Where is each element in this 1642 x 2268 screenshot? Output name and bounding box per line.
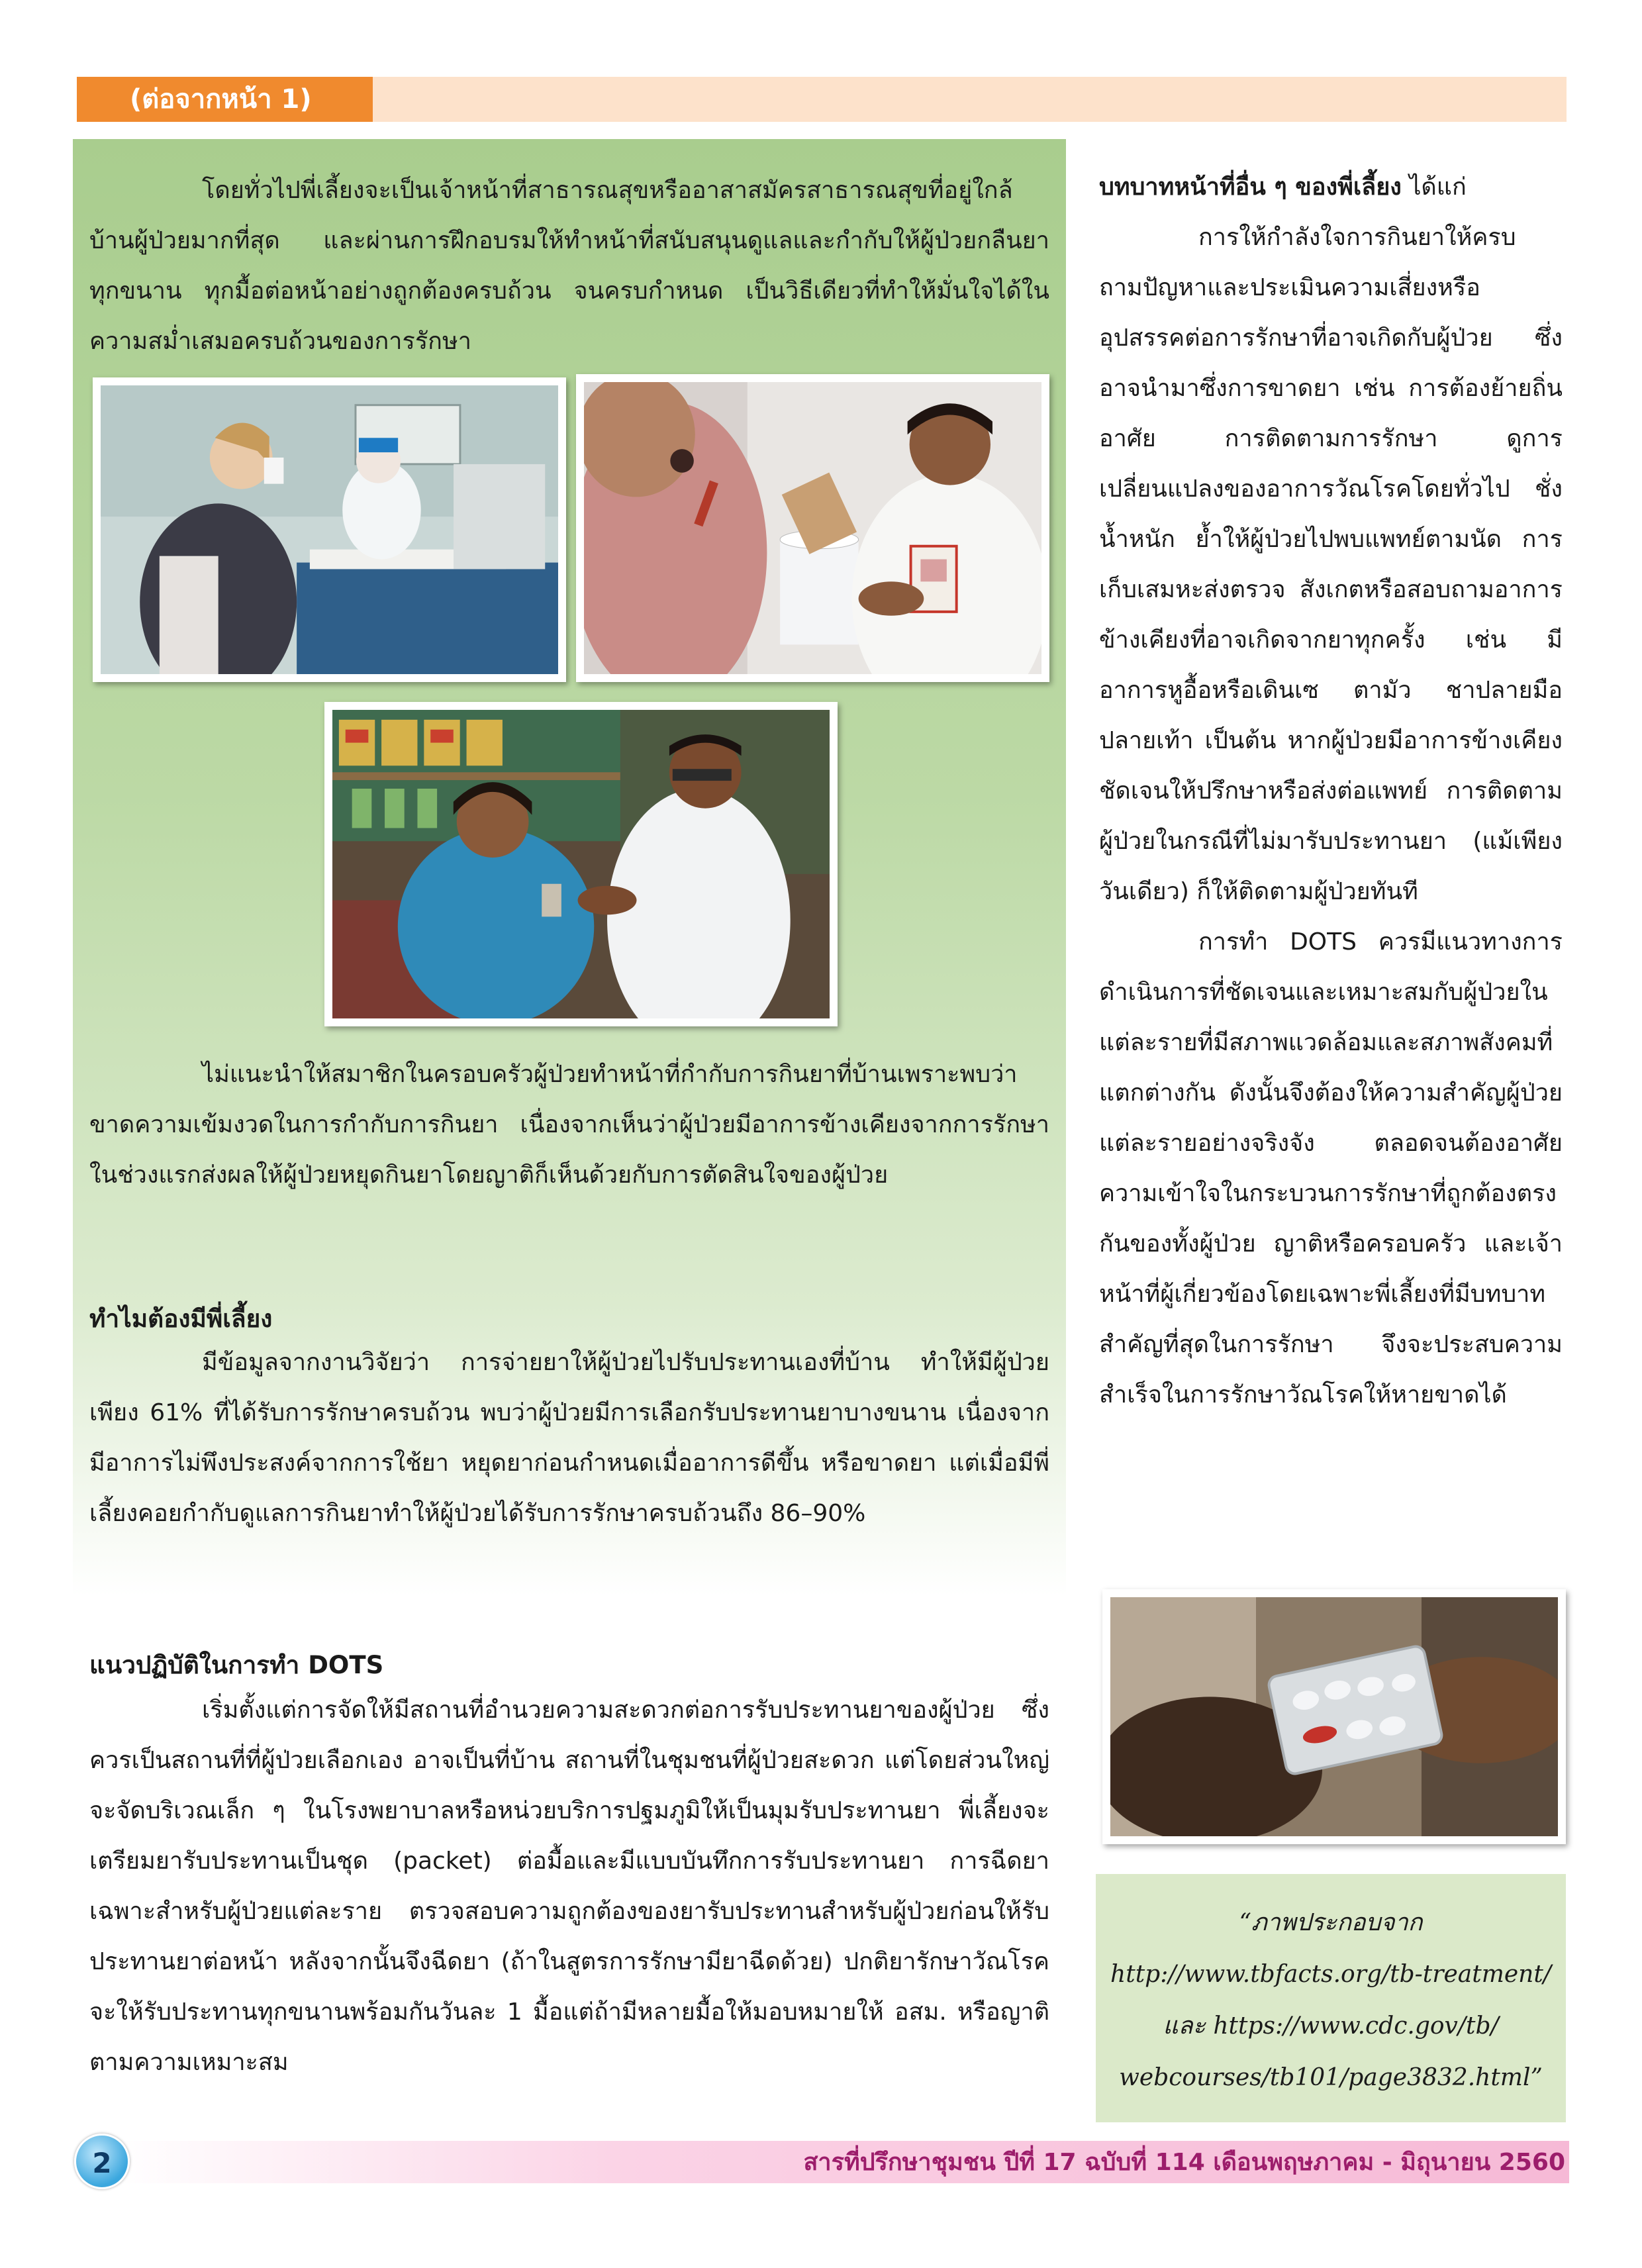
photo-pharmacy (324, 702, 838, 1026)
why-paragraph (89, 1338, 1049, 1539)
dots-paragraph (1099, 917, 1563, 1420)
dots-text: การทำ DOTS ควรมีแนวทางการดำเนินการที่ชัดเจนและเหมาะสมกับผู้ป่วยในแต่ละรายที่มีสภาพแวดล้อมและสภาพสังคมที่แตกต่างกัน ดังนั้นจึงต้องให้ความสำคัญผู้ป่วยแต่ละรายอย่างจริงจัง ตลอดจนต้องอาศัย ความเข้าใจในกระบวนการรักษาที่ถูกต้องตรงกันของทั้งผู้ป่วย ญาติหรือครอบครัว และเจ้าหน้าที่ผู้เกี่ยวข้องโดยเฉพาะพี่เลี้ยงที่มีบทบาทสำคัญที่สุดในการรักษา จึงจะประสบความสำเร็จในการรักษาวัณโรคให้หายขาดได้ (1099, 928, 1563, 1408)
publication-info: สารที่ปรึกษาชุมชน ปีที่ 17 ฉบับที่ 114 เดือนพฤษภาคม - มิถุนายน 2560 (803, 2149, 1565, 2176)
why-text: มีข้อมูลจากงานวิจัยว่า การจ่ายยาให้ผู้ป่วยไปรับประทานเองที่บ้าน ทำให้มีผู้ป่วยเพียง 61% ที่ได้รับการรักษาครบถ้วน พบว่าผู้ป่วยมีการเลือกรับประทานยาบางขนาน เนื่องจากมีอาการไม่พึงประสงค์จากการใช้ยา หยุดยาก่อนกำหนดเมื่ออาการดีขึ้น หรือขาดยา แต่เมื่อมีพี่เลี้ยงคอยกำกับดูแลการกินยาทำให้ผู้ป่วยได้รับการรักษาครบถ้วนถึง 86–90% (89, 1349, 1049, 1527)
right-column (1099, 162, 1563, 1420)
credit-line-2: http://www.tbfacts.org/tb-treatment/ (1110, 1961, 1551, 1988)
family-note-text: ไม่แนะนำให้สมาชิกในครอบครัวผู้ป่วยทำหน้าที่กำกับการกินยาที่บ้านเพราะพบว่า ขาดความเข้มงวดในการกำกับการกินยา เนื่องจากเห็นว่าผู้ป่วยมีอาการข้างเคียงจากการรักษาในช่วงแรกส่งผลให้ผู้ป่วยหยุดกินยาโดยญาติก็เห็นด้วยกับการตัดสินใจของผู้ป่วย (89, 1061, 1049, 1189)
page-number-badge: 2 (74, 2134, 130, 2189)
intro-text: โดยทั่วไปพี่เลี้ยงจะเป็นเจ้าหน้าที่สาธารณสุขหรืออาสาสมัครสาธารณสุขที่อยู่ใกล้บ้านผู้ป่วยมากที่สุด และผ่านการฝึกอบรมให้ทำหน้าที่สนับสนุนดูแลและกำกับให้ผู้ป่วยกลืนยาทุกขนาน ทุกมื้อต่อหน้าอย่างถูกต้องครบถ้วน จนครบกำหนด เป็นวิธีเดียวที่ทำให้มั่นใจได้ในความสม่ำเสมอครบถ้วนของการรักษา (89, 177, 1049, 355)
intro-paragraph (89, 166, 1049, 367)
roles-text: การให้กำลังใจการกินยาให้ครบ ถามปัญหาและประเมินความเสี่ยงหรืออุปสรรคต่อการรักษาที่อาจเกิดกับผู้ป่วย ซึ่งอาจนำมาซึ่งการขาดยา เช่น การต้องย้ายถิ่นอาศัย การติดตามการรักษา ดูการเปลี่ยนแปลงของอาการวัณโรคโดยทั่วไป ชั่งน้ำหนัก ย้ำให้ผู้ป่วยไปพบแพทย์ตามนัด การเก็บเสมหะส่งตรวจ สังเกตหรือสอบถามอาการข้างเคียงที่อาจเกิดจากยาทุกครั้ง เช่น มีอาการหูอื้อหรือเดินเซ ตามัว ชาปลายมือปลายเท้า เป็นต้น หากผู้ป่วยมีอาการข้างเคียงชัดเจนให้ปรึกษาหรือส่งต่อแพทย์ การติดตามผู้ป่วยในกรณีที่ไม่มารับประทานยา (แม้เพียงวันเดียว) ก็ให้ติดตามผู้ป่วยทันที (1099, 224, 1563, 905)
guide-heading: แนวปฏิบัติในการทำ DOTS (89, 1651, 384, 1679)
roles-heading-suffix: ได้แก่ (1401, 173, 1467, 201)
image-credit-box (1096, 1874, 1566, 2122)
guide-paragraph (89, 1685, 1049, 2088)
right-lead (1099, 162, 1563, 213)
roles-heading: บทบาทหน้าที่อื่น ๆ ของพี่เลี้ยง (1099, 173, 1402, 201)
why-heading: ทำไมต้องมีพี่เลี้ยง (89, 1305, 273, 1333)
family-note-paragraph (89, 1050, 1049, 1201)
photo-pills (1102, 1589, 1566, 1844)
credit-line-3: และ https://www.cdc.gov/tb/ (1163, 2012, 1499, 2040)
continued-label: (ต่อจากหน้า 1) (77, 77, 373, 122)
guide-text: เริ่มตั้งแต่การจัดให้มีสถานที่อำนวยความสะดวกต่อการรับประทานยาของผู้ป่วย ซึ่งควรเป็นสถานที่ที่ผู้ป่วยเลือกเอง อาจเป็นที่บ้าน สถานที่ในชุมชนที่ผู้ป่วยสะดวก แต่โดยส่วนใหญ่จะจัดบริเวณเล็ก ๆ ในโรงพยาบาลหรือหน่วยบริการปฐมภูมิให้เป็นมุมรับประทานยา พี่เลี้ยงจะเตรียมยารับประทานเป็นชุด (packet) ต่อมื้อและมีแบบบันทึกการรับประทานยา การฉีดยาเฉพาะสำหรับผู้ป่วยแต่ละราย ตรวจสอบความถูกต้องของยารับประทานสำหรับผู้ป่วยก่อนให้รับประทานยาต่อหน้า หลังจากนั้นจึงฉีดยา (ถ้าในสูตรการรักษามียาฉีดด้วย) ปกติยารักษาวัณโรคจะให้รับประทานทุกขนานพร้อมกันวันละ 1 มื้อแต่ถ้ามีหลายมื้อให้มอบหมายให้ อสม. หรือญาติ ตามความเหมาะสม (89, 1697, 1049, 2076)
credit-line-1: “ภาพประกอบจาก (1239, 1909, 1423, 1936)
photo-nurse (576, 374, 1049, 682)
photo-clinic (93, 377, 566, 682)
credit-line-4: webcourses/tb101/page3832.html” (1119, 2064, 1543, 2091)
roles-paragraph (1099, 213, 1563, 917)
